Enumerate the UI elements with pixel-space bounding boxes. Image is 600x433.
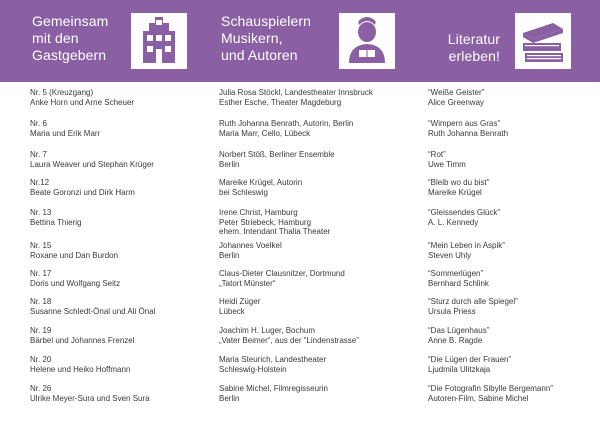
host-names: Anke Horn und Arne Scheuer	[30, 97, 135, 107]
artist-line: Berlin	[219, 159, 240, 169]
artist-line: Irene Christ, Hamburg	[219, 208, 298, 217]
artist-entry-7	[219, 269, 345, 288]
host-names: Laura Weaver und Stephan Krüger	[30, 159, 154, 169]
header-line: erleben!	[448, 48, 500, 64]
host-entry-6	[30, 241, 118, 260]
host-entry-3	[30, 150, 154, 169]
artist-line: Mareike Krügel, Autorin	[219, 178, 303, 187]
artist-line: Berlin	[219, 250, 240, 260]
artist-entry-1	[219, 88, 373, 107]
book-title: “Rot”	[428, 150, 446, 159]
artist-line: Lübeck	[219, 306, 245, 316]
header-line: Musikern,	[221, 30, 283, 46]
book-title: “Bleib wo du bist”	[428, 178, 490, 187]
artist-line: Norbert Stöß, Berliner Ensemble	[219, 150, 335, 159]
artist-line: Maria Marr, Cello, Lübeck	[219, 128, 311, 138]
book-author: Uwe Timm	[428, 159, 466, 169]
host-names: Bärbel und Johannes Frenzel	[30, 335, 135, 345]
host-number: Nr. 18	[30, 297, 52, 306]
artist-entry-4	[219, 178, 302, 197]
book-entry-10	[428, 355, 511, 374]
book-author: Steven Uhly	[428, 250, 472, 260]
host-entry-4	[30, 178, 135, 197]
header-literature-text	[430, 31, 500, 65]
host-entry-8	[30, 297, 155, 316]
books-icon	[515, 13, 571, 69]
artist-line: Sabine Michel, Filmregisseurin	[219, 384, 328, 393]
artist-line: Julia Rosa Stöckl, Landestheater Innsbruck	[219, 88, 373, 97]
host-entry-10	[30, 355, 130, 374]
artist-line: Schleswig-Holstein	[219, 364, 287, 374]
book-title: “Sommerlügen”	[428, 269, 484, 278]
book-title: “Weiße Geister”	[428, 88, 485, 97]
book-entry-1	[428, 88, 484, 107]
artist-entry-3	[219, 150, 335, 169]
header-line: Gemeinsam	[32, 13, 109, 29]
header-line: Schauspielern	[221, 13, 312, 29]
host-number: Nr. 5 (Kreuzgang)	[30, 88, 94, 97]
artist-line: Johannes Voelkel	[219, 241, 282, 250]
book-title: “Die Lügen der Frauen”	[428, 355, 512, 364]
header-line: Literatur	[447, 31, 500, 47]
host-entry-9	[30, 326, 135, 345]
host-names: Beate Goronzi und Dirk Harm	[30, 187, 135, 197]
host-names: Doris und Wolfgang Seitz	[30, 278, 121, 288]
book-title: “Das Lügenhaus”	[428, 326, 490, 335]
host-entry-5	[30, 208, 81, 227]
artist-line: Esther Esche, Theater Magdeburg	[219, 97, 342, 107]
host-names: Helene und Heiko Hoffmann	[30, 364, 131, 374]
artist-line: bei Schleswig	[219, 187, 268, 197]
host-entry-2	[30, 119, 100, 138]
host-names: Ulrike Meyer-Sura und Sven Sura	[30, 393, 150, 403]
book-author: Anne B. Ragde	[428, 335, 483, 345]
book-entry-2	[428, 119, 508, 138]
book-title: “Wimpern aus Gras”	[428, 119, 501, 128]
host-names: Maria und Erik Marr	[30, 128, 101, 138]
artist-entry-11	[219, 384, 328, 403]
book-entry-8	[428, 297, 518, 316]
header-line: Gastgebern	[32, 47, 107, 63]
host-number: Nr. 7	[30, 150, 47, 159]
artist-line: „Tatort Münster“	[219, 278, 276, 288]
artist-line: Maria Steurich, Landestheater	[219, 355, 327, 364]
header-line: mit den	[32, 30, 79, 46]
host-number: Nr. 19	[30, 326, 52, 335]
book-title: “Sturz durch alle Spiegel”	[428, 297, 518, 306]
book-author: Mareike Krügel	[428, 187, 482, 197]
book-entry-7	[428, 269, 489, 288]
host-number: Nr. 26	[30, 384, 52, 393]
book-entry-6	[428, 241, 505, 260]
host-names: Roxane und Dan Burdon	[30, 250, 119, 260]
book-author: Ruth Johanna Benrath	[428, 128, 509, 138]
artist-line: Peter Striebeck, Hamburg	[219, 217, 312, 227]
book-author: A. L. Kennedy	[428, 217, 479, 227]
header-banner	[0, 0, 600, 82]
book-entry-3	[428, 150, 466, 169]
book-author: Bernhard Schlink	[428, 278, 489, 288]
artist-line: Berlin	[219, 393, 240, 403]
host-names: Bettina Thierig	[30, 217, 82, 227]
host-number: Nr.12	[30, 178, 50, 187]
host-number: Nr. 17	[30, 269, 52, 278]
host-number: Nr. 13	[30, 208, 52, 217]
host-names: Susanne Schledt-Önal und Ali Önal	[30, 306, 156, 316]
host-number: Nr. 15	[30, 241, 52, 250]
artist-line: Ruth Johanna Benrath, Autorin, Berlin	[219, 119, 354, 128]
header-hosts-text	[32, 13, 108, 64]
book-title: “Die Fotografin Sibylle Bergemann”	[428, 384, 553, 393]
artist-entry-6	[219, 241, 282, 260]
artist-line: ehem. Intendant Thalia Theater	[219, 227, 331, 236]
host-entry-11	[30, 384, 150, 403]
book-entry-9	[428, 326, 489, 345]
artist-entry-5	[219, 208, 330, 237]
artist-line: Claus-Dieter Clausnitzer, Dortmund	[219, 269, 345, 278]
book-title: “Gleissendes Glück”	[428, 208, 501, 217]
artist-line: „Vater Beimer“, aus der “Lindenstrasse”	[219, 335, 359, 345]
house-icon	[131, 13, 187, 69]
book-author: Alice Greenway	[428, 97, 485, 107]
artist-line: Heidi Züger	[219, 297, 261, 306]
host-number: Nr. 6	[30, 119, 47, 128]
artist-line: Joachim H. Luger, Bochum	[219, 326, 316, 335]
header-line: und Autoren	[221, 47, 298, 63]
host-number: Nr. 20	[30, 355, 52, 364]
book-author: Ljudmila Ulitzkaja	[428, 364, 491, 374]
artist-entry-10	[219, 355, 326, 374]
book-entry-5	[428, 208, 500, 227]
host-entry-7	[30, 269, 120, 288]
book-entry-4	[428, 178, 489, 197]
book-author: Ursula Priess	[428, 306, 476, 316]
host-entry-1	[30, 88, 134, 107]
header-artists-text	[221, 13, 311, 64]
book-entry-11	[428, 384, 553, 403]
book-author: Autoren-Film, Sabine Michel	[428, 393, 529, 403]
artist-entry-9	[219, 326, 359, 345]
person-reading-icon	[339, 13, 395, 69]
book-title: “Mein Leben in Aspik”	[428, 241, 505, 250]
artist-entry-8	[219, 297, 260, 316]
artist-entry-2	[219, 119, 353, 138]
